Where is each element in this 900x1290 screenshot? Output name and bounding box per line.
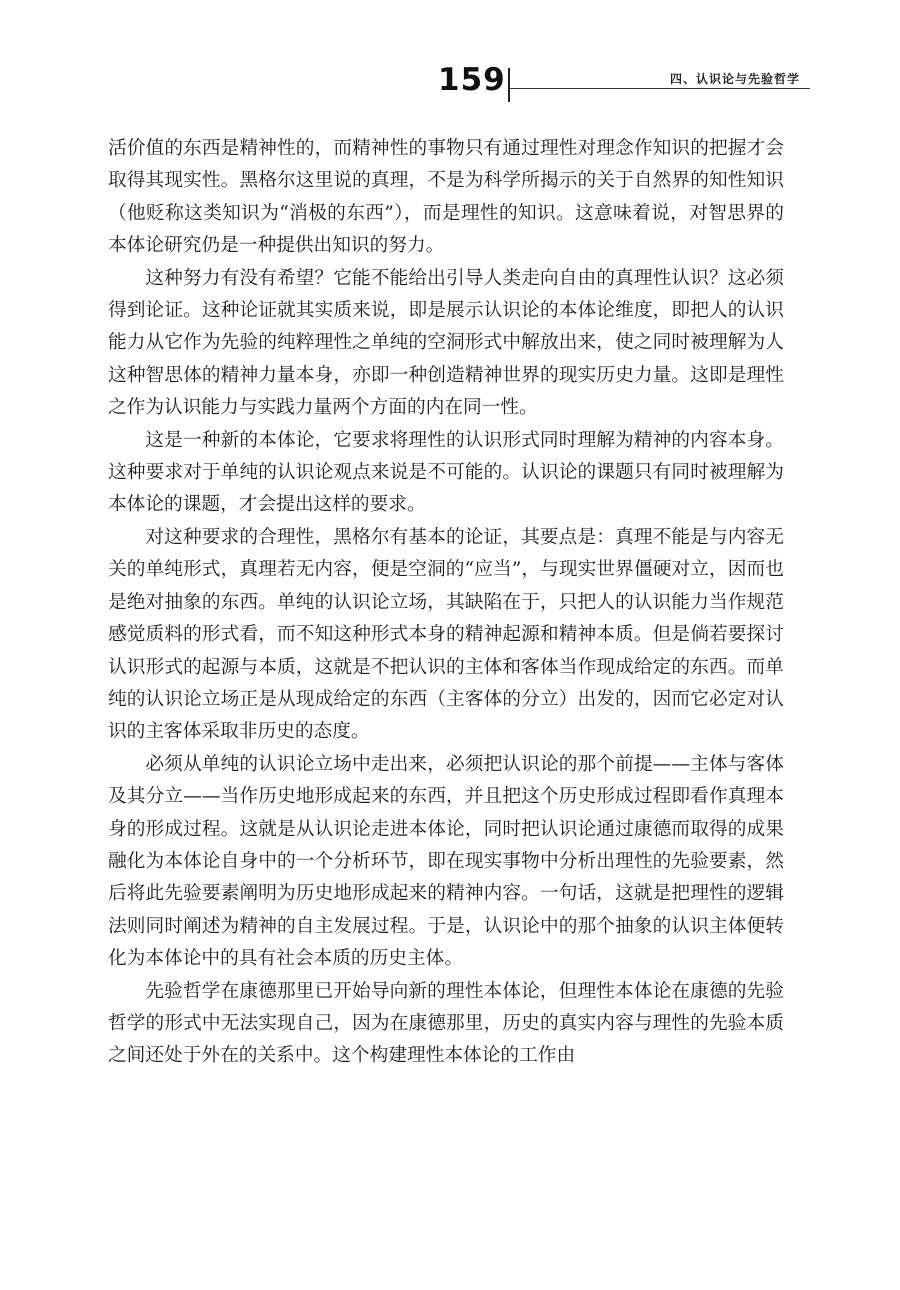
running-header xyxy=(430,58,810,108)
paragraph-2: 这种努力有没有希望？它能不能给出引导人类走向自由的真理性认识？这必须得到论证。这种论证就其实质来说，即是展示认识论的本体论维度，即把人的认识能力从它作为先验的纯粹理性之单纯的空洞形式中解放出来，使之同时被理解为人这种智思体的精神力量本身，亦即一种创造精神世界的现实历史力量。这即是理性之作为认识能力与实践力量两个方面的内在同一性。 xyxy=(108,267,784,419)
section-title: 四、认识论与先验哲学 xyxy=(669,72,800,86)
paragraph-3: 这是一种新的本体论，它要求将理性的认识形式同时理解为精神的内容本身。这种要求对于单纯的认识论观点来说是不可能的。认识论的课题只有同时被理解为本体论的课题，才会提出这样的要求。 xyxy=(108,429,784,516)
header-vertical-rule xyxy=(508,68,510,102)
paragraph-1: 活价值的东西是精神性的，而精神性的事物只有通过理性对理念作知识的把握才会取得其现实性。黑格尔这里说的真理，不是为科学所揭示的关于自然界的知性知识（他贬称这类知识为“消极的东西”），而是理性的知识。这意味着说，对智思界的本体论研究仍是一种提供出知识的努力。 xyxy=(108,138,784,257)
paragraph-5: 必须从单纯的认识论立场中走出来，必须把认识论的那个前提——主体与客体及其分立——当作历史地形成起来的东西，并且把这个历史形成过程即看作真理本身的形成过程。这就是从认识论走进本体论，同时把认识论通过康德而取得的成果融化为本体论自身中的一个分析环节，即在现实事物中分析出理性的先验要素，然后将此先验要素阐明为历史地形成起来的精神内容。一句话，这就是把理性的逻辑法则同时阐述为精神的自主发展过程。于是，认识论中的那个抽象的认识主体便转化为本体论中的具有社会本质的历史主体。 xyxy=(108,753,784,970)
paragraph-6: 先验哲学在康德那里已开始导向新的理性本体论，但理性本体论在康德的先验哲学的形式中无法实现自己，因为在康德那里，历史的真实内容与理性的先验本质之间还处于外在的关系中。这个构建理性本体论的工作由 xyxy=(108,980,784,1067)
header-rule xyxy=(510,88,810,89)
paragraph-4: 对这种要求的合理性，黑格尔有基本的论证，其要点是：真理不能是与内容无关的单纯形式，真理若无内容，便是空洞的“应当”，与现实世界僵硬对立，因而也是绝对抽象的东西。单纯的认识论立场，其缺陷在于，只把人的认识能力当作规范感觉质料的形式看，而不知这种形式本身的精神起源和精神本质。但是倘若要探讨认识形式的起源与本质，这就是不把认识的主体和客体当作现成给定的东西。而单纯的认识论立场正是从现成给定的东西（主客体的分立）出发的，因而它必定对认识的主客体采取非历史的态度。 xyxy=(108,526,784,743)
body-text xyxy=(108,133,784,1073)
page-number: 159 xyxy=(438,62,506,98)
